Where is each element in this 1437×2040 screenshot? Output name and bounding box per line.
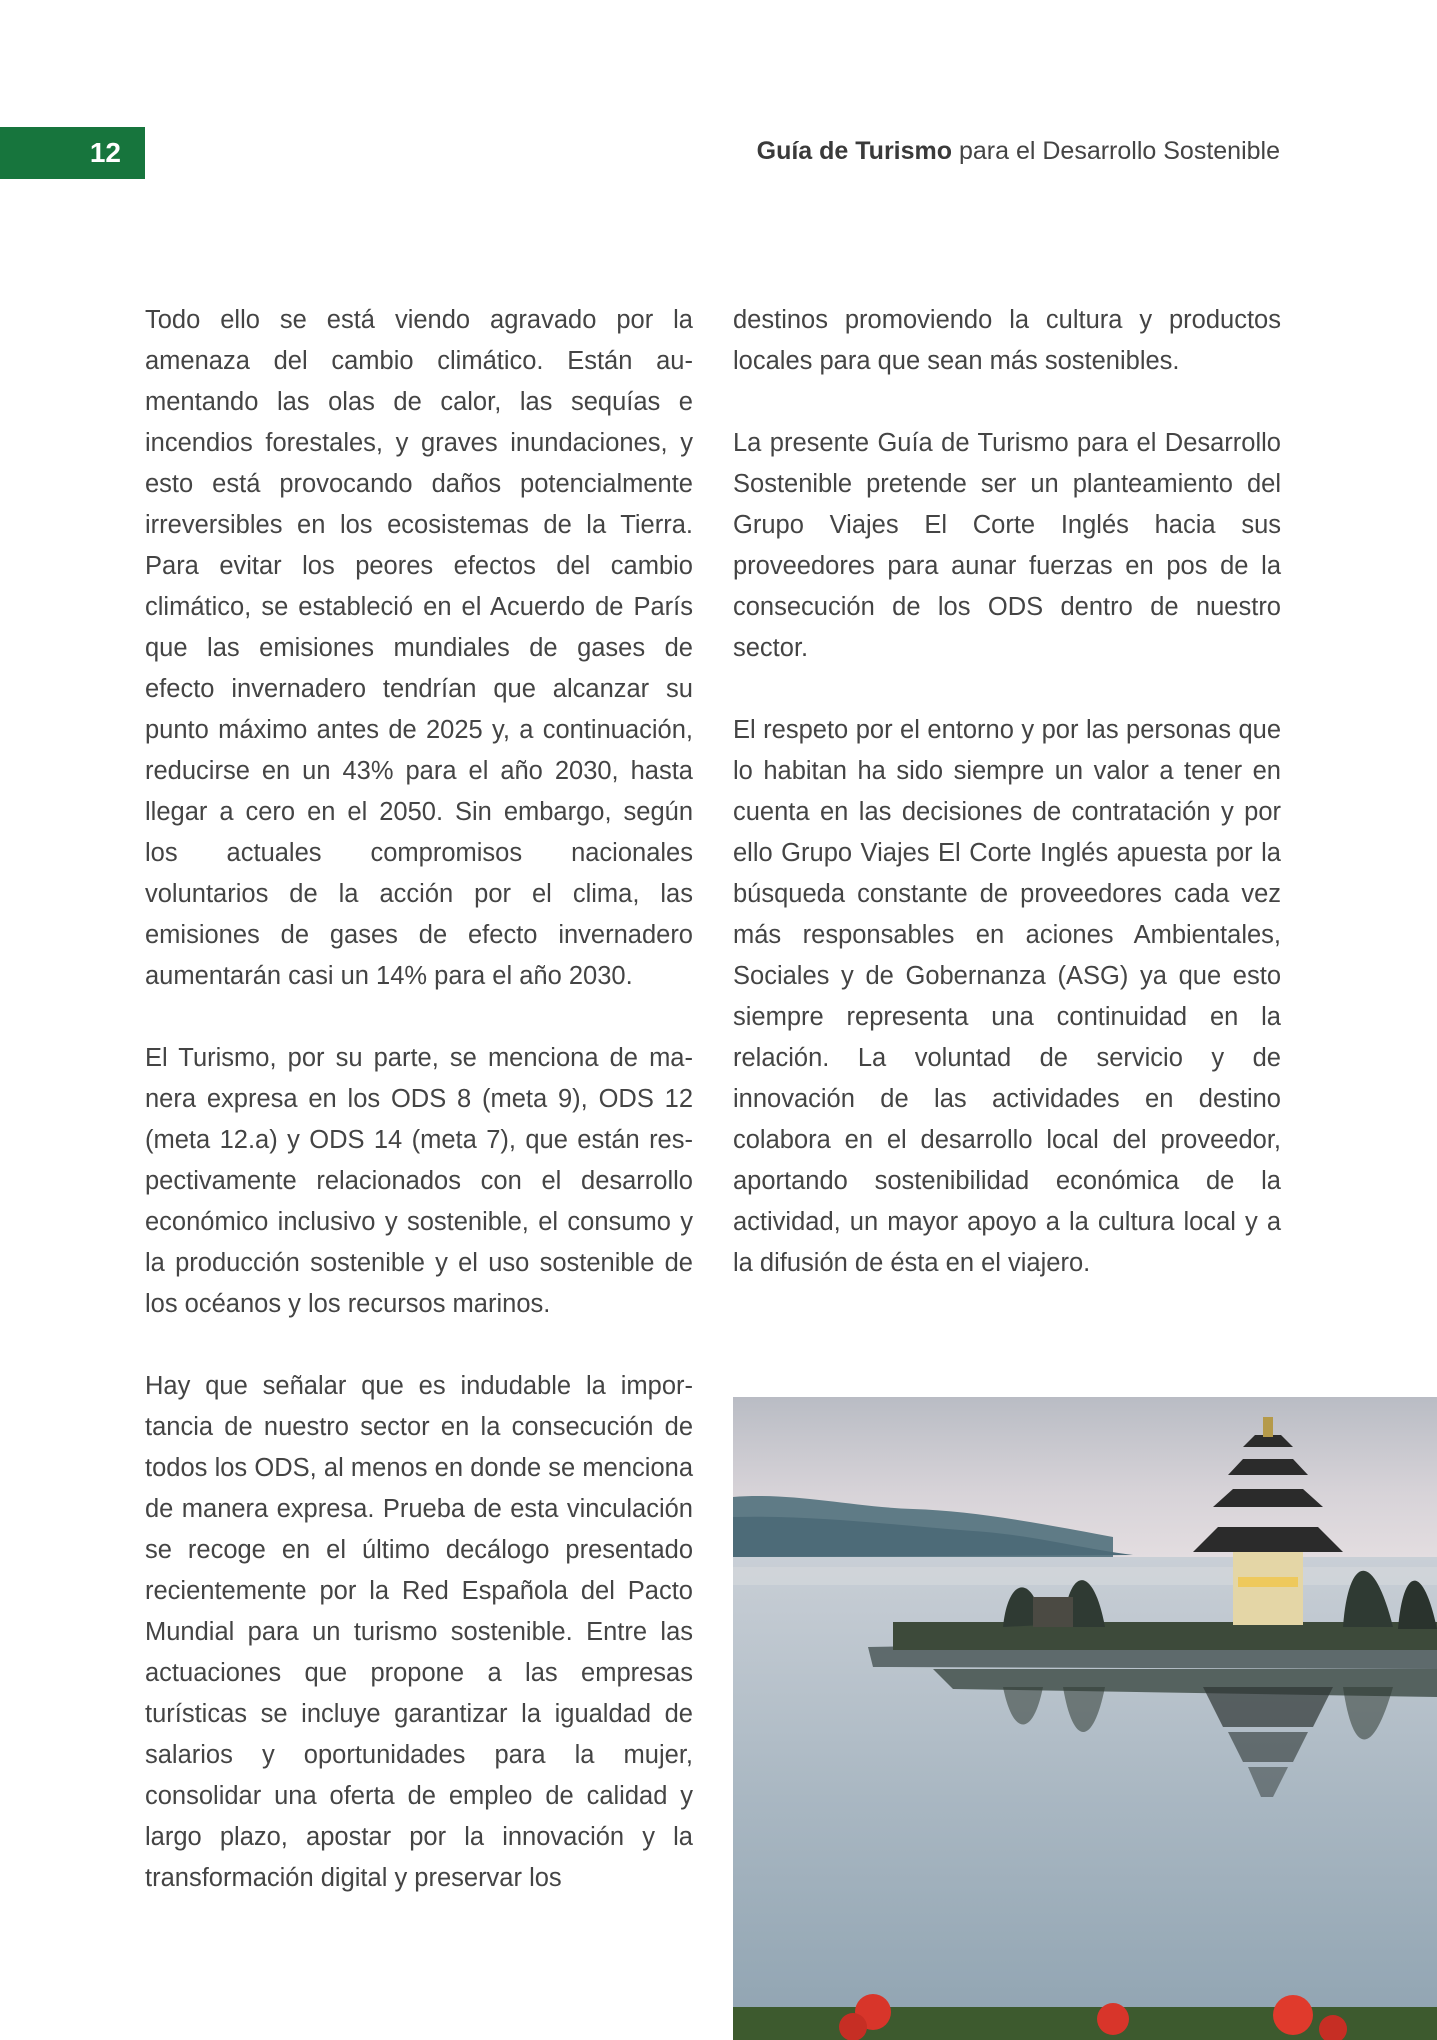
- page-number-tab: [0, 127, 145, 179]
- running-header-bold: Guía de Turismo: [756, 137, 953, 165]
- running-header-rest: para el Desarrollo Sostenible: [952, 137, 1280, 165]
- paragraph: Todo ello se está viendo agravado por la amenaza del cambio climático. Están aumentando las olas de calor, las sequías e incendios forestales, y graves inundaciones, y esto está provocando daños potencialmente irreversibles en los ecosistemas de la Tierra. Para evitar los peores efectos del cambio climático, se estableció en el Acuerdo de París que las emisiones mundiales de gases de efecto invernadero tendrían que alcanzar su punto máximo antes de 2025 y, a continuación, reducirse en un 43% para el año 2030, hasta llegar a cero en el 2050. Sin embargo, según los actuales compromisos nacionales voluntarios de la acción por el clima, las emisiones de gases de efecto invernadero aumentarán casi un 14% para el año 2030.: [145, 306, 693, 990]
- paragraph: El respeto por el entorno y por las personas que lo habitan ha sido siempre un valor a tener en cuenta en las decisiones de contratación y por ello Grupo Viajes El Corte Inglés apuesta por la búsqueda constante de proveedores cada vez más responsables en aciones Ambientales, Sociales y de Gobernanza (ASG) ya que esto siempre representa una continuidad en la relación. La voluntad de servicio y de innovación de las actividades en destino colabora en el desarrollo local del proveedor, aportando sostenibilidad económica de la actividad, un mayor apoyo a la cultura local y a la difusión de ésta en el viajero.: [733, 716, 1281, 1277]
- page-number: 12: [89, 137, 121, 168]
- left-column: [145, 300, 693, 1940]
- running-header: [757, 137, 1280, 166]
- paragraph: destinos promoviendo la cultura y productos locales para que sean más sostenibles.: [733, 306, 1281, 375]
- right-column: [733, 300, 1281, 1325]
- paragraph: La presente Guía de Turismo para el Desarrollo Sostenible pretende ser un planteamiento del Grupo Viajes El Corte Inglés hacia sus proveedores para aunar fuerzas en pos de la consecución de los ODS dentro de nuestro sector.: [733, 429, 1281, 662]
- temple-lake-photo: [733, 1397, 1437, 2040]
- paragraph: El Turismo, por su parte, se menciona de manera expresa en los ODS 8 (meta 9), ODS 12 (meta 12.a) y ODS 14 (meta 7), que están respectivamente relacionados con el desarrollo económico inclusivo y sostenible, el consumo y la producción sostenible y el uso sostenible de los océanos y los recursos marinos.: [145, 1044, 693, 1318]
- paragraph: Hay que señalar que es indudable la importancia de nuestro sector en la consecución de todos los ODS, al menos en donde se menciona de manera expresa. Prueba de esta vinculación se recoge en el último decálogo presentado recientemente por la Red Española del Pacto Mundial para un turismo sostenible. Entre las actuaciones que propone a las empresas turísticas se incluye garantizar la igualdad de salarios y oportunidades para la mujer, consolidar una oferta de empleo de calidad y largo plazo, apostar por la innovación y la transformación digital y preservar los: [145, 1372, 693, 1892]
